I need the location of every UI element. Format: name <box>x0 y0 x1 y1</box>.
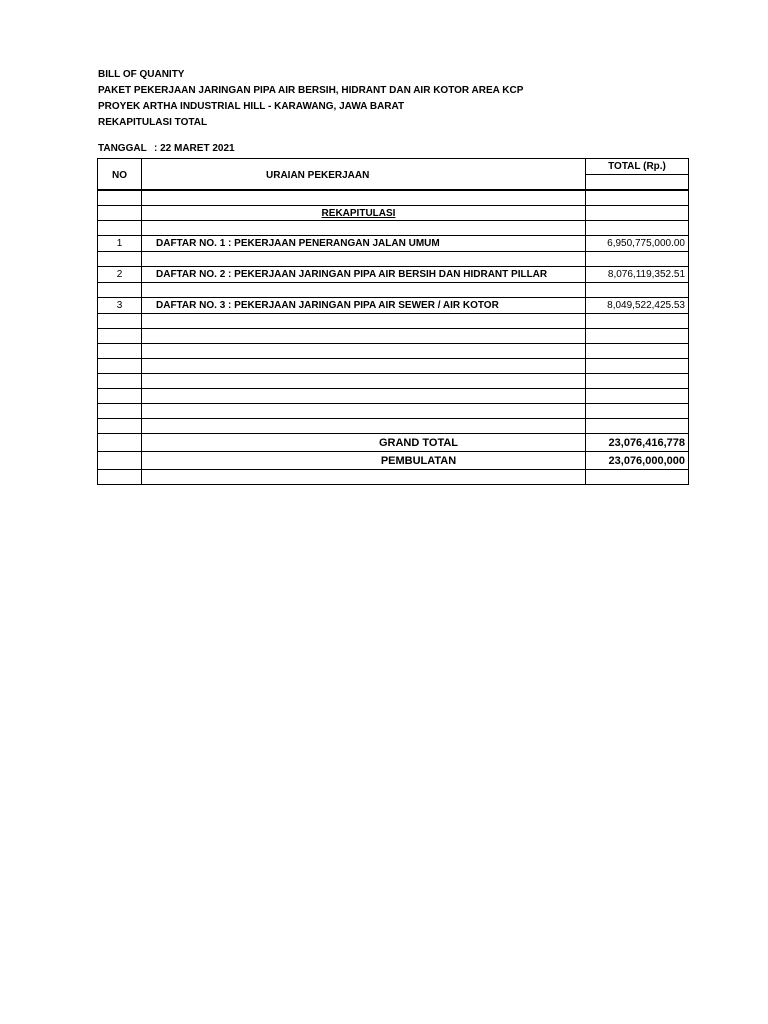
rounding-row <box>98 452 688 470</box>
item-no: 1 <box>98 236 142 251</box>
table-row <box>98 389 688 404</box>
table-row <box>98 191 688 206</box>
table-row <box>98 404 688 419</box>
rounding-value: 23,076,000,000 <box>608 454 685 467</box>
col-header-total-label: TOTAL (Rp.) <box>586 159 688 175</box>
date-value: : 22 MARET 2021 <box>154 143 235 154</box>
table-row <box>98 283 688 298</box>
item-desc: DAFTAR NO. 3 : PEKERJAAN JARINGAN PIPA AIR SEWER / AIR KOTOR <box>142 298 586 313</box>
table-row <box>98 374 688 389</box>
table-row <box>98 359 688 374</box>
grand-total-row <box>98 434 688 452</box>
item-total: 6,950,775,000.00 <box>607 238 685 249</box>
col-header-total <box>586 159 688 189</box>
document-header <box>98 67 698 131</box>
item-desc: DAFTAR NO. 2 : PEKERJAAN JARINGAN PIPA AIR BERSIH DAN HIDRANT PILLAR <box>142 267 586 282</box>
table-row <box>98 329 688 344</box>
item-no: 3 <box>98 298 142 313</box>
grand-total-value: 23,076,416,778 <box>608 436 685 449</box>
rounding-label: PEMBULATAN <box>142 452 586 469</box>
project-title: PROYEK ARTHA INDUSTRIAL HILL - KARAWANG, JAWA BARAT <box>98 101 405 112</box>
date-line <box>98 143 235 154</box>
table-row-item-1 <box>98 236 688 252</box>
package-title: PAKET PEKERJAAN JARINGAN PIPA AIR BERSIH, HIDRANT DAN AIR KOTOR AREA KCP <box>98 85 524 96</box>
table-row-item-3 <box>98 298 688 314</box>
table-row <box>98 419 688 434</box>
table-row <box>98 314 688 329</box>
table-row <box>98 252 688 267</box>
table-row <box>98 470 688 485</box>
doc-title: BILL OF QUANITY <box>98 69 185 80</box>
item-no: 2 <box>98 267 142 282</box>
item-desc: DAFTAR NO. 1 : PEKERJAAN PENERANGAN JALAN UMUM <box>142 236 586 251</box>
table-row <box>98 344 688 359</box>
date-label: TANGGAL <box>98 143 147 154</box>
table-row <box>98 206 688 221</box>
table-row-item-2 <box>98 267 688 283</box>
col-header-no: NO <box>98 159 142 189</box>
recap-table <box>97 158 689 485</box>
col-header-total-sub <box>586 175 688 189</box>
item-total: 8,076,119,352.51 <box>607 269 685 280</box>
col-header-desc: URAIAN PEKERJAAN <box>142 159 586 189</box>
section-title: REKAPITULASI <box>321 207 396 219</box>
table-header-row <box>98 159 688 191</box>
recap-title: REKAPITULASI TOTAL <box>98 117 208 128</box>
item-total: 8,049,522,425.53 <box>607 300 685 311</box>
grand-total-label: GRAND TOTAL <box>142 434 586 451</box>
table-row <box>98 221 688 236</box>
